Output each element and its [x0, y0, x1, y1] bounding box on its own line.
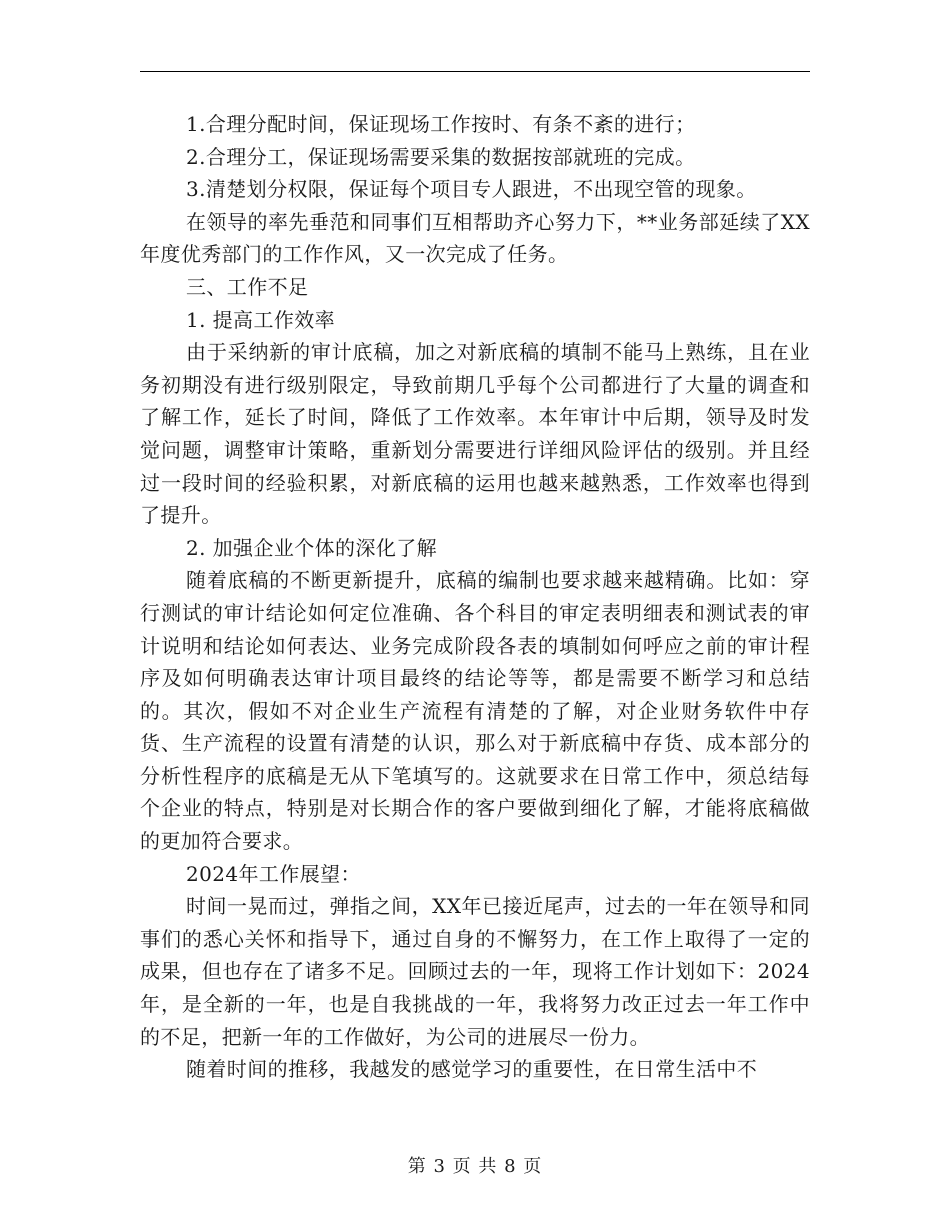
document-body — [140, 108, 810, 1086]
paragraph-outlook: 时间一晃而过，弹指之间，XX年已接近尾声，过去的一年在领导和同事们的悉心关怀和指导下，通过自身的不懈努力，在工作上取得了一定的成果，但也存在了诸多不足。回顾过去的一年，现将工作计划如下：2024年，是全新的一年，也是自我挑战的一年，我将努力改正过去一年工作中的不足，把新一年的工作做好，为公司的进展尽一份力。 — [140, 894, 810, 1049]
paragraph-item-3: 3.清楚划分权限，保证每个项目专人跟进，不出现空管的现象。 — [186, 177, 757, 202]
subheading-outlook: 2024年工作展望： — [186, 861, 361, 886]
page-number-footer: 第 3 页 共 8 页 — [407, 1156, 543, 1177]
paragraph-item-2: 2.合理分工，保证现场需要采集的数据按部就班的完成。 — [186, 144, 696, 169]
paragraph-efficiency: 由于采纳新的审计底稿，加之对新底稿的填制不能马上熟练，且在业务初期没有进行级别限定，导致前期几乎每个公司都进行了大量的调查和了解工作，延长了时间，降低了工作效率。本年审计中后期，领导及时发觉问题，调整审计策略，重新划分需要进行详细风险评估的级别。并且经过一段时间的经验积累，对新底稿的运用也越来越熟悉，工作效率也得到了提升。 — [140, 340, 810, 528]
paragraph-learning: 随着时间的推移，我越发的感觉学习的重要性，在日常生活中不 — [186, 1057, 758, 1082]
paragraph-item-1: 1.合理分配时间，保证现场工作按时、有条不紊的进行； — [186, 112, 696, 136]
paragraph-understanding: 随着底稿的不断更新提升，底稿的编制也要求越来越精确。比如：穿行测试的审计结论如何定位准确、各个科目的审定表明细表和测试表的审计说明和结论如何表达、业务完成阶段各表的填制如何呼应之前的审计程序及如何明确表达审计项目最终的结论等等，都是需要不断学习和总结的。其次，假如不对企业生产流程有清楚的了解，对企业财务软件中存货、生产流程的设置有清楚的认识，那么对于新底稿中存货、成本部分的分析性程序的底稿是无从下笔填写的。这就要求在日常工作中，须总结每个企业的特点，特别是对长期合作的客户要做到细化了解，才能将底稿做的更加符合要求。 — [140, 568, 810, 854]
paragraph-summary: 在领导的率先垂范和同事们互相帮助齐心努力下，**业务部延续了XX年度优秀部门的工作作风，又一次完成了任务。 — [140, 209, 810, 267]
subheading-understanding: 2. 加强企业个体的深化了解 — [186, 535, 438, 560]
subheading-efficiency: 1. 提高工作效率 — [186, 307, 336, 332]
section-heading: 三、工作不足 — [186, 274, 309, 299]
header-rule — [140, 71, 810, 72]
